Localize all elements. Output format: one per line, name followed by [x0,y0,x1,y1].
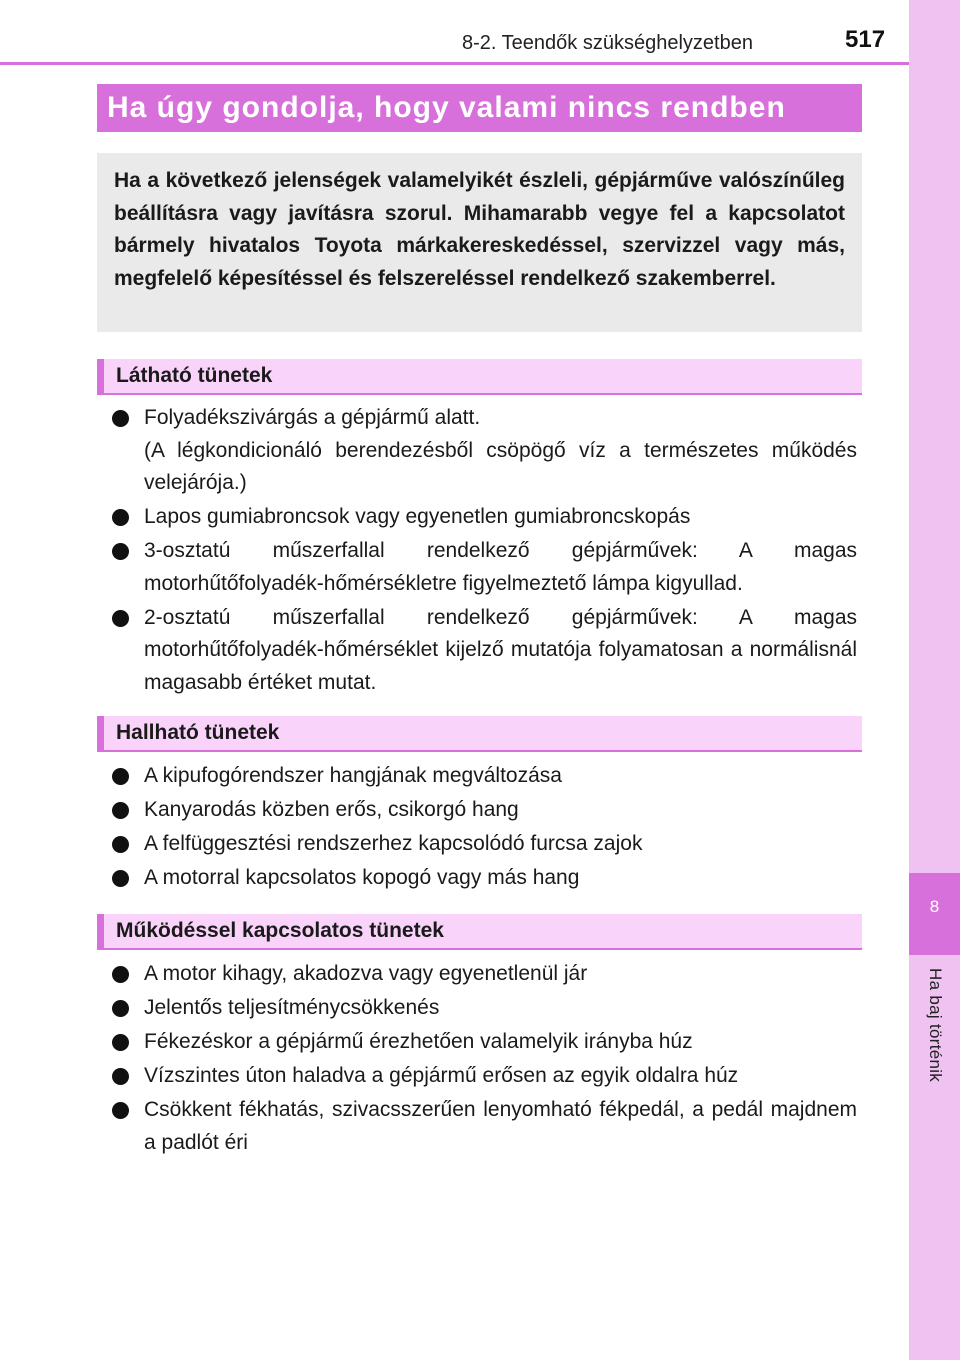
item-text: A motor kihagy, akadozva vagy egyenetlenül jár [144,962,588,985]
section-heading-audible: Hallható tünetek [97,716,862,752]
bullet-icon [112,410,129,427]
item-text: Lapos gumiabroncsok vagy egyenetlen gumiabroncskopás [144,505,691,528]
intro-text: Ha a következő jelenségek valamelyikét észleli, gépjárműve valószínűleg beállításra vagy javításra szorul. Mihamarabb vegye fel a kapcsolatot bármely hivatalos Toyota márkakereskedéssel, szervizzel vagy más, megfelelő képesítéssel és felszereléssel rendelkező szakemberrel. [114,169,845,290]
bullet-icon [112,1102,129,1119]
list-item [112,862,857,895]
intro-box [97,153,862,332]
section-reference: 8-2. Teendők szükséghelyzetben [462,32,753,54]
list-item [112,501,857,534]
chapter-number-tab[interactable]: 8 [909,873,960,955]
item-text: A motorral kapcsolatos kopogó vagy más hang [144,866,580,889]
page-number: 517 [845,26,886,53]
bullet-icon [112,543,129,560]
bullet-icon [112,509,129,526]
list-item [112,1026,857,1059]
item-text: A kipufogórendszer hangjának megváltozása [144,764,562,787]
item-text: Folyadékszivárgás a gépjármű alatt. (A légkondicionáló berendezésből csöpögő víz a természetes működés velejárója.) [144,406,857,494]
bullet-icon [112,1000,129,1017]
list-item [112,1094,857,1159]
list-item [112,828,857,861]
bullet-icon [112,1068,129,1085]
list-item [112,992,857,1025]
item-text: Vízszintes úton haladva a gépjármű erősen az egyik oldalra húz [144,1064,739,1087]
item-text: 3-osztatú műszerfallal rendelkező gépjárművek: A magas motorhűtőfolyadék-hőmérsékletre figyelmeztető lámpa kigyullad. [144,539,857,595]
list-item [112,958,857,991]
section-heading-operational: Működéssel kapcsolatos tünetek [97,914,862,950]
bullet-icon [112,870,129,887]
operational-symptoms-list [112,958,857,1161]
bullet-icon [112,1034,129,1051]
item-text: Csökkent fékhatás, szivacsszerűen lenyomható fékpedál, a pedál majdnem a padlót éri [144,1098,857,1154]
list-item [112,535,857,600]
list-item [112,1060,857,1093]
header-divider [0,62,909,65]
audible-symptoms-list [112,760,857,896]
item-text: Fékezéskor a gépjármű érezhetően valamelyik irányba húz [144,1030,693,1053]
bullet-icon [112,966,129,983]
bullet-icon [112,768,129,785]
list-item [112,760,857,793]
item-text: A felfüggesztési rendszerhez kapcsolódó furcsa zajok [144,832,643,855]
bullet-icon [112,610,129,627]
chapter-title: Ha baj történik [926,968,945,1083]
bullet-icon [112,802,129,819]
visible-symptoms-list [112,402,857,701]
list-item [112,602,857,700]
item-text: 2-osztatú műszerfallal rendelkező gépjárművek: A magas motorhűtőfolyadék-hőmérséklet kijelző mutatója folyamatosan a normálisnál magasabb értéket mutat. [144,605,857,694]
list-item [112,402,857,500]
bullet-icon [112,836,129,853]
list-item [112,794,857,827]
side-tab [909,0,960,1360]
section-heading-visible: Látható tünetek [97,359,862,395]
item-text: Jelentős teljesítménycsökkenés [144,996,440,1019]
page-title: Ha úgy gondolja, hogy valami nincs rendben [97,84,862,132]
item-text: Kanyarodás közben erős, csikorgó hang [144,798,519,821]
